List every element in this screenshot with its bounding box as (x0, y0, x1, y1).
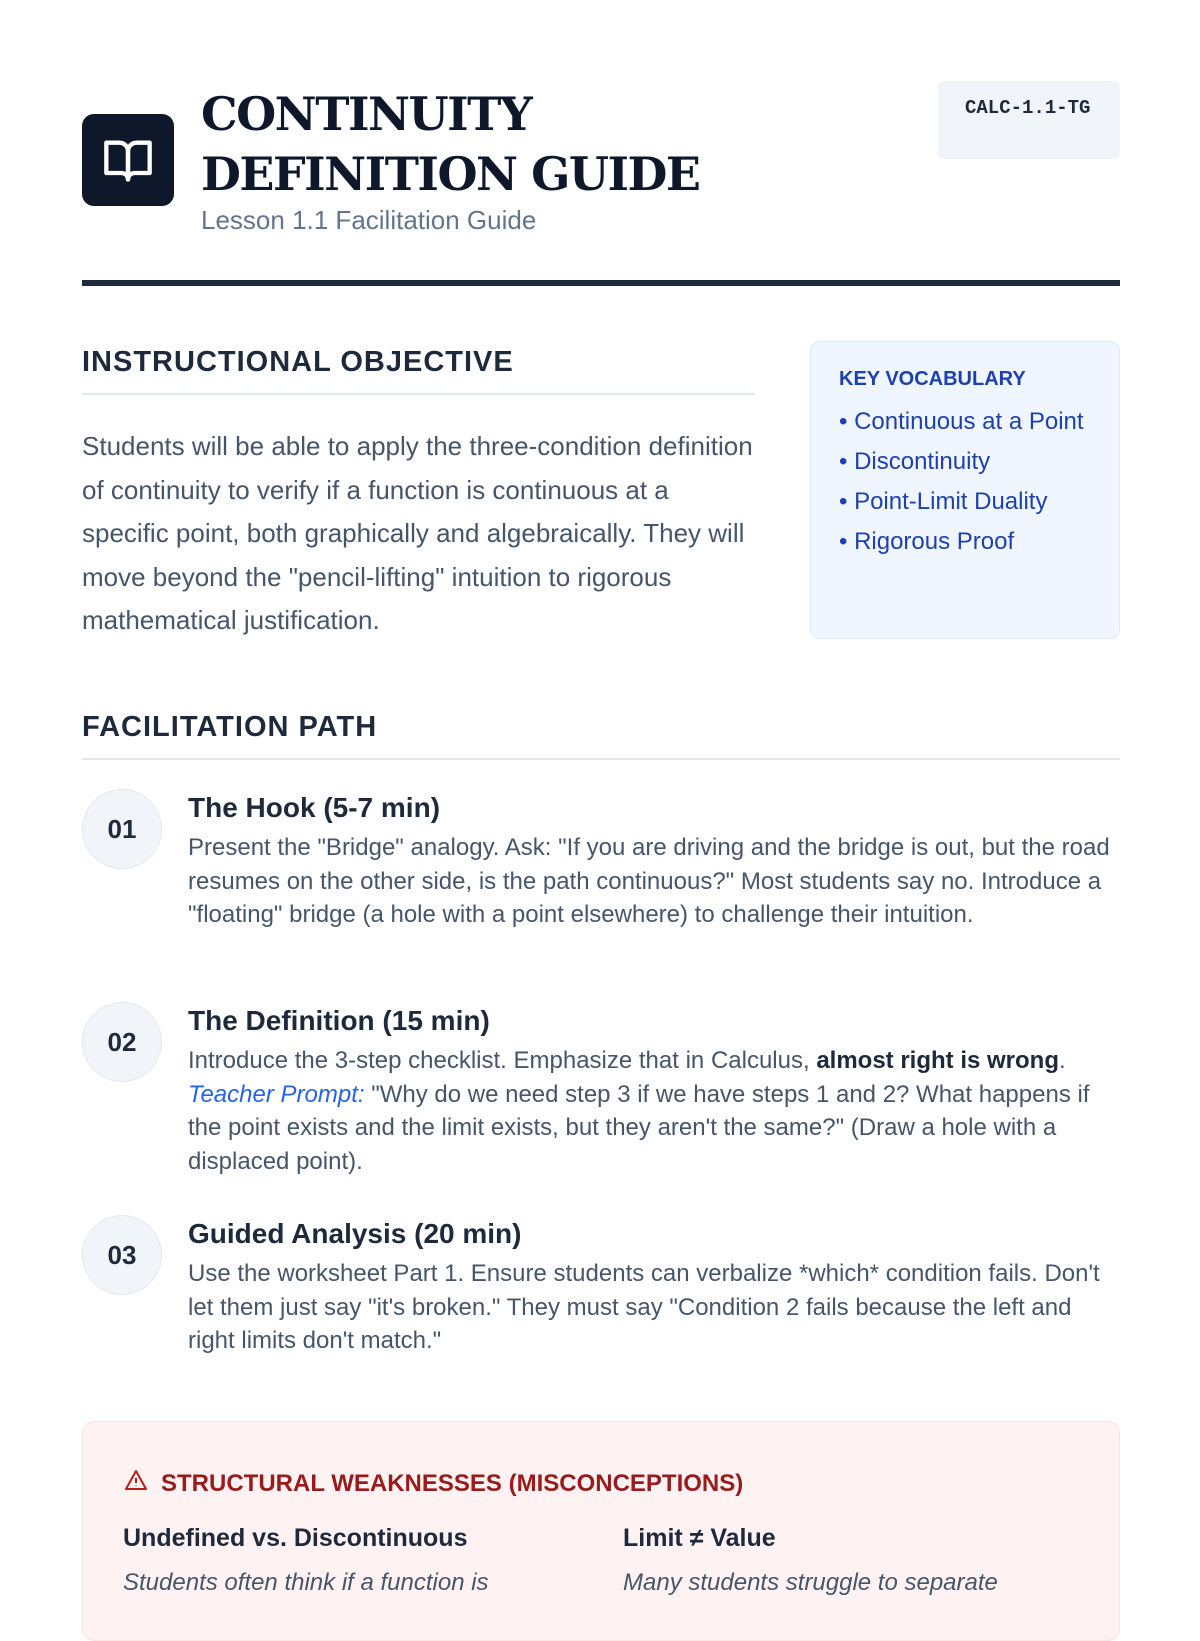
step-body: Use the worksheet Part 1. Ensure students can verbalize *which* condition fails. Don't let them just say "it's broken." They must say "Condition 2 fails because the left and right limits don't match." (188, 1260, 1100, 1354)
vocabulary-item: • Point-Limit Duality (839, 488, 1048, 515)
teacher-prompt-label: Teacher Prompt: (188, 1080, 365, 1108)
facilitation-divider (82, 758, 1120, 760)
step-body: Present the "Bridge" analogy. Ask: "If you are driving and the bridge is out, but the road resumes on the other side, is the path continuous?" Most students say no. Introduce a "floating" bridge (a hole with a point elsewhere) to challenge their intuition. (188, 834, 1110, 928)
objective-heading: INSTRUCTIONAL OBJECTIVE (82, 346, 514, 378)
step-number: 03 (82, 1215, 162, 1295)
vocabulary-heading: KEY VOCABULARY (839, 368, 1026, 390)
step-title: Guided Analysis (20 min) (188, 1218, 522, 1249)
vocabulary-item: • Continuous at a Point (839, 408, 1084, 435)
vocabulary-item: • Rigorous Proof (839, 528, 1015, 555)
page-title: CONTINUITY DEFINITION GUIDE (201, 87, 700, 201)
misconception-item (123, 1524, 543, 1597)
document-code-badge: CALC-1.1-TG (938, 81, 1120, 159)
misconception-title: Limit ≠ Value (623, 1524, 776, 1552)
misconceptions-heading: STRUCTURAL WEAKNESSES (MISCONCEPTIONS) (161, 1469, 744, 1497)
header-divider (82, 280, 1120, 286)
step-title: The Definition (15 min) (188, 1005, 490, 1036)
step-title: The Hook (5-7 min) (188, 792, 441, 823)
step-body-text: Introduce the 3-step checklist. Emphasize that in Calculus, (188, 1047, 817, 1074)
misconception-text: Many students struggle to separate (623, 1569, 998, 1596)
misconceptions-header (123, 1468, 743, 1499)
misconceptions-box (82, 1421, 1120, 1641)
book-icon (82, 114, 174, 206)
misconception-title: Undefined vs. Discontinuous (123, 1524, 468, 1552)
page-subtitle: Lesson 1.1 Facilitation Guide (201, 205, 537, 235)
key-vocabulary-box (810, 341, 1120, 639)
misconception-item (623, 1524, 1043, 1597)
emphasis-text: almost right is wrong (816, 1047, 1059, 1074)
objective-divider (82, 393, 755, 395)
step-body (188, 1044, 1118, 1178)
step-number: 01 (82, 789, 162, 869)
facilitation-heading: FACILITATION PATH (82, 711, 378, 743)
objective-text: Students will be able to apply the three-condition definition of continuity to verify if a function is continuous at a specific point, both graphically and algebraically. They will move beyond the "pencil-lifting" intuition to rigorous mathematical justification. (82, 431, 753, 635)
step-body-text: "Why do we need step 3 if we have steps 1 and 2? What happens if the point exists and the limit exists, but they aren't the same?" (Draw a hole with a displaced point). (188, 1080, 1090, 1175)
misconception-text: Students often think if a function is (123, 1569, 489, 1596)
warning-icon (123, 1468, 149, 1499)
vocabulary-item: • Discontinuity (839, 448, 991, 475)
step-number: 02 (82, 1002, 162, 1082)
step-body-text: . (1059, 1047, 1066, 1074)
